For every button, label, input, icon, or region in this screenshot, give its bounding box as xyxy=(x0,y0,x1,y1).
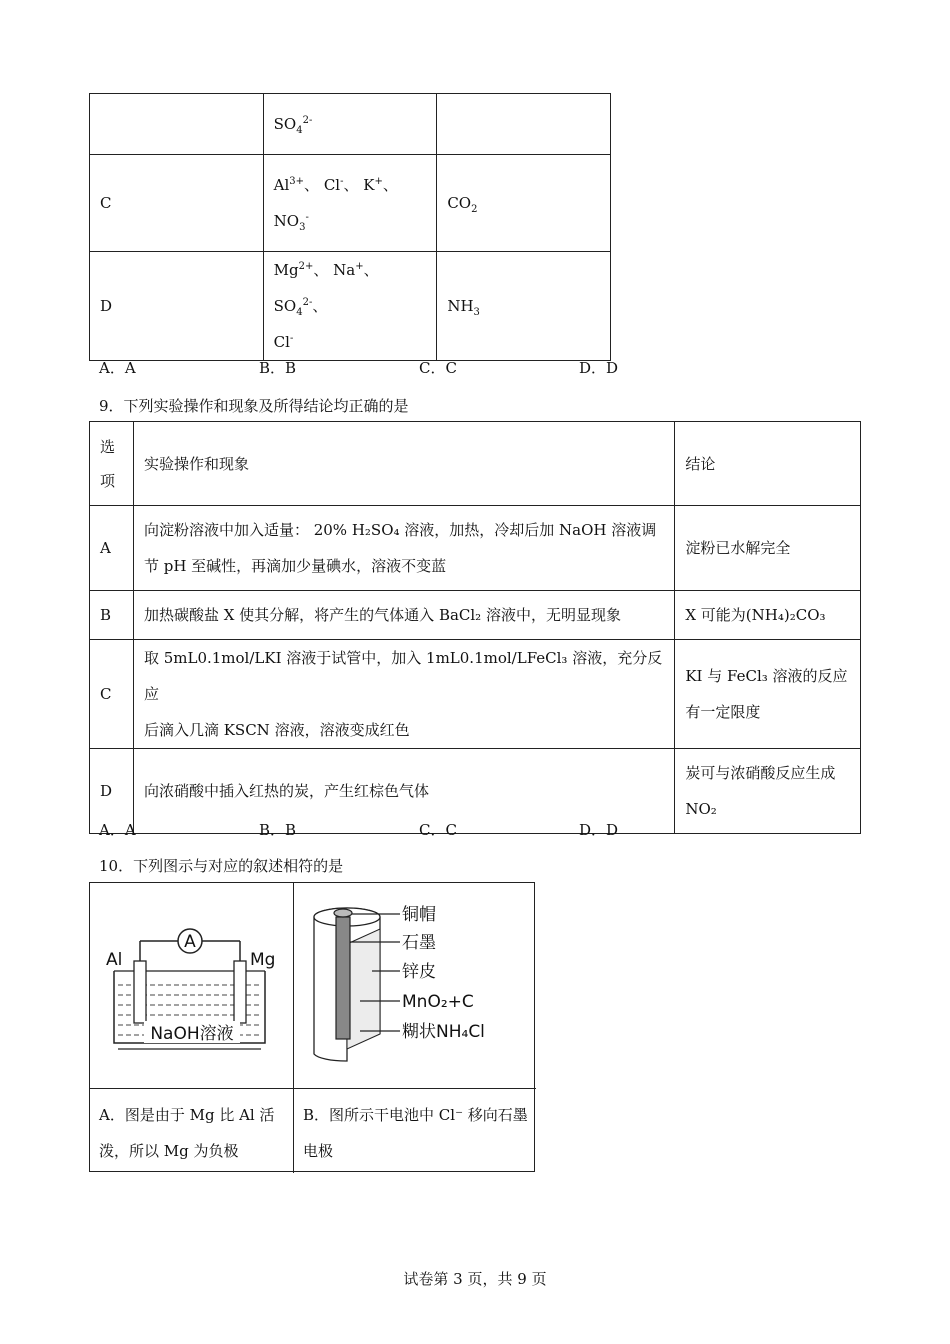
row-operation xyxy=(133,591,674,640)
label-graphite: 石墨 xyxy=(402,933,436,953)
option-b[interactable]: B．B xyxy=(259,821,297,839)
ion-sup: - xyxy=(340,176,344,187)
q8-ion-cell xyxy=(263,252,437,361)
conclusion-line: KI 与 FeCl₃ 溶液的反应 xyxy=(685,667,848,685)
al-electrode xyxy=(134,961,146,1023)
ion-line xyxy=(274,167,427,203)
q8-table xyxy=(89,93,611,361)
gas-text: NH xyxy=(447,297,474,315)
q9-header-conclusion: 结论 xyxy=(675,422,861,506)
q8-label: C xyxy=(90,155,264,252)
q9-title: 9．下列实验操作和现象及所得结论均正确的是 xyxy=(99,397,409,415)
option-a[interactable]: A．A xyxy=(99,821,136,839)
row-label: A xyxy=(90,506,134,591)
gas-sub: 3 xyxy=(473,307,480,318)
q9-table xyxy=(89,421,861,834)
ion-text: 、 Cl xyxy=(304,176,341,194)
mg-label: Mg xyxy=(250,950,276,970)
q10-title: 10．下列图示与对应的叙述相符的是 xyxy=(99,857,344,875)
q8-label: D xyxy=(90,252,264,361)
option-c[interactable]: C．C xyxy=(419,359,457,377)
gas-text: CO xyxy=(447,194,472,212)
option-b[interactable]: B．B xyxy=(259,359,297,377)
mg-electrode xyxy=(234,961,246,1023)
conclusion-line: 炭可与浓硝酸反应生成 xyxy=(685,764,836,782)
ion-text: 、 xyxy=(382,176,398,194)
header-text: 选 xyxy=(100,437,116,456)
q8-ion-cell xyxy=(263,94,437,155)
operation-line: 向浓硝酸中插入红热的炭，产生红棕色气体 xyxy=(143,782,429,800)
caption-line: 泼，所以 Mg 为负极 xyxy=(99,1142,239,1160)
ion-sub: 4 xyxy=(296,307,303,318)
row-label: D xyxy=(90,749,134,834)
ion-text: NO xyxy=(273,212,300,230)
row-conclusion xyxy=(675,640,861,749)
solution-label: NaOH溶液 xyxy=(150,1024,234,1044)
q9-header-operation: 实验操作和现象 xyxy=(133,422,674,506)
option-c[interactable]: C．C xyxy=(419,821,457,839)
operation-line: 后滴入几滴 KSCN 溶液，溶液变成红色 xyxy=(143,721,410,739)
q8-gas-cell xyxy=(437,155,611,252)
ammeter-label: A xyxy=(184,932,196,952)
ion-text: 、 xyxy=(312,297,328,315)
q8-ion-cell xyxy=(263,155,437,252)
label-nh4cl-paste: 糊状NH₄Cl xyxy=(402,1022,485,1042)
ion-text: 、 SO xyxy=(273,261,379,315)
gas-sub: 2 xyxy=(471,204,478,215)
ion-sup: - xyxy=(305,212,309,223)
conclusion-line: 淀粉已水解完全 xyxy=(685,539,791,557)
operation-line: 取 5mL0.1mol/LKI 溶液于试管中，加入 1mL0.1mol/LFeCl₃ 溶液，充分反应 xyxy=(143,649,663,703)
ion-sup: 2- xyxy=(302,297,313,308)
ion-line xyxy=(274,203,427,239)
row-conclusion xyxy=(675,591,861,640)
ion-text: 、 Na xyxy=(313,261,356,279)
al-label: Al xyxy=(106,950,123,970)
ion-sup: - xyxy=(289,333,294,344)
row-conclusion xyxy=(675,506,861,591)
ion-text: SO xyxy=(273,115,297,133)
ion-sup: 2- xyxy=(302,115,313,126)
ion-text: Mg xyxy=(273,261,299,279)
q8-cell xyxy=(437,94,611,155)
vertical-divider xyxy=(293,883,294,1173)
option-d[interactable]: D．D xyxy=(579,821,619,839)
q8-row-d xyxy=(90,252,611,361)
caption-line: B．图所示干电池中 Cl⁻ 移向石墨 xyxy=(303,1106,528,1124)
q9-header-row xyxy=(90,422,861,506)
row-label: B xyxy=(90,591,134,640)
ion-sub: 3 xyxy=(299,222,306,233)
ion-sup: + xyxy=(355,261,364,272)
ion-line xyxy=(274,324,427,360)
option-d[interactable]: D．D xyxy=(579,359,619,377)
caption-b xyxy=(303,1097,531,1169)
ion-sub: 4 xyxy=(296,125,303,136)
q9-row-a xyxy=(90,506,861,591)
caption-line: 电极 xyxy=(303,1142,334,1160)
q9-options xyxy=(99,819,739,840)
copper-cap xyxy=(334,909,352,917)
q9-row-c xyxy=(90,640,861,749)
q8-gas-cell xyxy=(437,252,611,361)
label-copper-cap: 铜帽 xyxy=(402,905,436,925)
figure-a-galvanic-cell xyxy=(100,913,290,1063)
label-mno2-c: MnO₂+C xyxy=(402,992,474,1012)
conclusion-line: NO₂ xyxy=(685,800,717,818)
graphite-rod xyxy=(336,917,350,1039)
operation-line: 加热碳酸盐 X 使其分解，将产生的气体通入 BaCl₂ 溶液中，无明显现象 xyxy=(143,606,621,624)
q9-header-option xyxy=(90,422,134,506)
ion-sup: 3+ xyxy=(289,176,305,187)
row-operation xyxy=(133,506,674,591)
caption-line: A．图是由于 Mg 比 Al 活 xyxy=(99,1106,275,1124)
operation-line: 节 pH 至碱性，再滴加少量碘水，溶液不变蓝 xyxy=(143,557,447,575)
page-footer: 试卷第 3 页，共 9 页 xyxy=(403,1270,547,1288)
horizontal-divider xyxy=(90,1088,536,1089)
option-a[interactable]: A．A xyxy=(99,359,136,377)
figure-b-dry-cell xyxy=(302,899,532,1074)
operation-line: 向淀粉溶液中加入适量： 20% H₂SO₄ 溶液，加热，冷却后加 NaOH 溶液调 xyxy=(143,521,657,539)
ion-text: Al xyxy=(273,176,290,194)
q8-options xyxy=(99,357,739,378)
q8-cell xyxy=(90,94,264,155)
conclusion-line: X 可能为(NH₄)₂CO₃ xyxy=(685,606,826,624)
ion-sup: + xyxy=(374,176,383,187)
conclusion-line: 有一定限度 xyxy=(685,703,761,721)
q8-row-top xyxy=(90,94,611,155)
q10-figure-table xyxy=(89,882,535,1172)
caption-a xyxy=(99,1097,289,1169)
ion-text: Cl xyxy=(273,333,290,351)
ion-line xyxy=(274,252,427,324)
q9-row-b xyxy=(90,591,861,640)
ion-sup: 2+ xyxy=(298,261,314,272)
label-zinc-shell: 锌皮 xyxy=(402,962,436,982)
row-label: C xyxy=(90,640,134,749)
row-operation xyxy=(133,640,674,749)
header-text: 项 xyxy=(100,471,116,490)
ion-text: 、 K xyxy=(343,176,375,194)
q8-row-c xyxy=(90,155,611,252)
